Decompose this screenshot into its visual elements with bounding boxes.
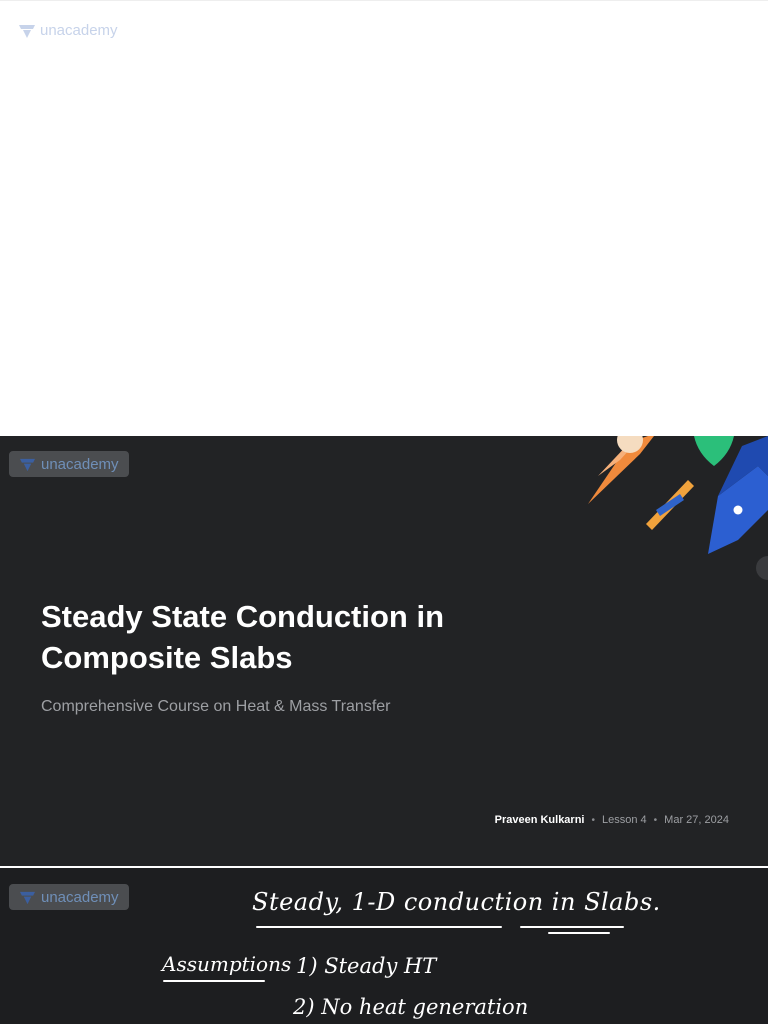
blank-slide [0, 0, 768, 437]
lesson-number: Lesson 4 [602, 814, 647, 826]
heading-underline [520, 926, 624, 928]
brand-name: unacademy [41, 455, 119, 473]
unacademy-logo-icon [18, 23, 36, 39]
notes-heading: Steady, 1-D conduction in Slabs. [252, 888, 661, 916]
meta-separator: • [653, 814, 658, 826]
lesson-meta [495, 814, 729, 826]
brand-name: unacademy [41, 888, 119, 906]
unacademy-logo-icon [19, 457, 36, 472]
brand-logo [18, 22, 118, 39]
assumptions-label: Assumptions [162, 952, 292, 976]
brand-logo-badge [9, 451, 129, 477]
decorative-pencils-graphic [568, 436, 768, 586]
author-name: Praveen Kulkarni [494, 814, 585, 826]
lesson-date: Mar 27, 2024 [664, 814, 729, 826]
lesson-title: Steady State Conduction in Composite Slabs [41, 599, 445, 675]
title-slide [0, 436, 768, 866]
brand-logo-badge [9, 884, 129, 910]
brand-name: unacademy [40, 22, 118, 39]
notes-slide [0, 868, 768, 1024]
course-subtitle: Comprehensive Course on Heat & Mass Transfer [41, 698, 391, 715]
meta-separator: • [591, 814, 595, 826]
assumption-item: 1) Steady HT [296, 954, 437, 978]
unacademy-logo-icon [19, 890, 36, 905]
assumption-item: 2) No heat generation [293, 995, 529, 1019]
assumptions-underline [163, 980, 265, 982]
heading-underline [548, 932, 610, 934]
heading-underline [256, 926, 502, 928]
